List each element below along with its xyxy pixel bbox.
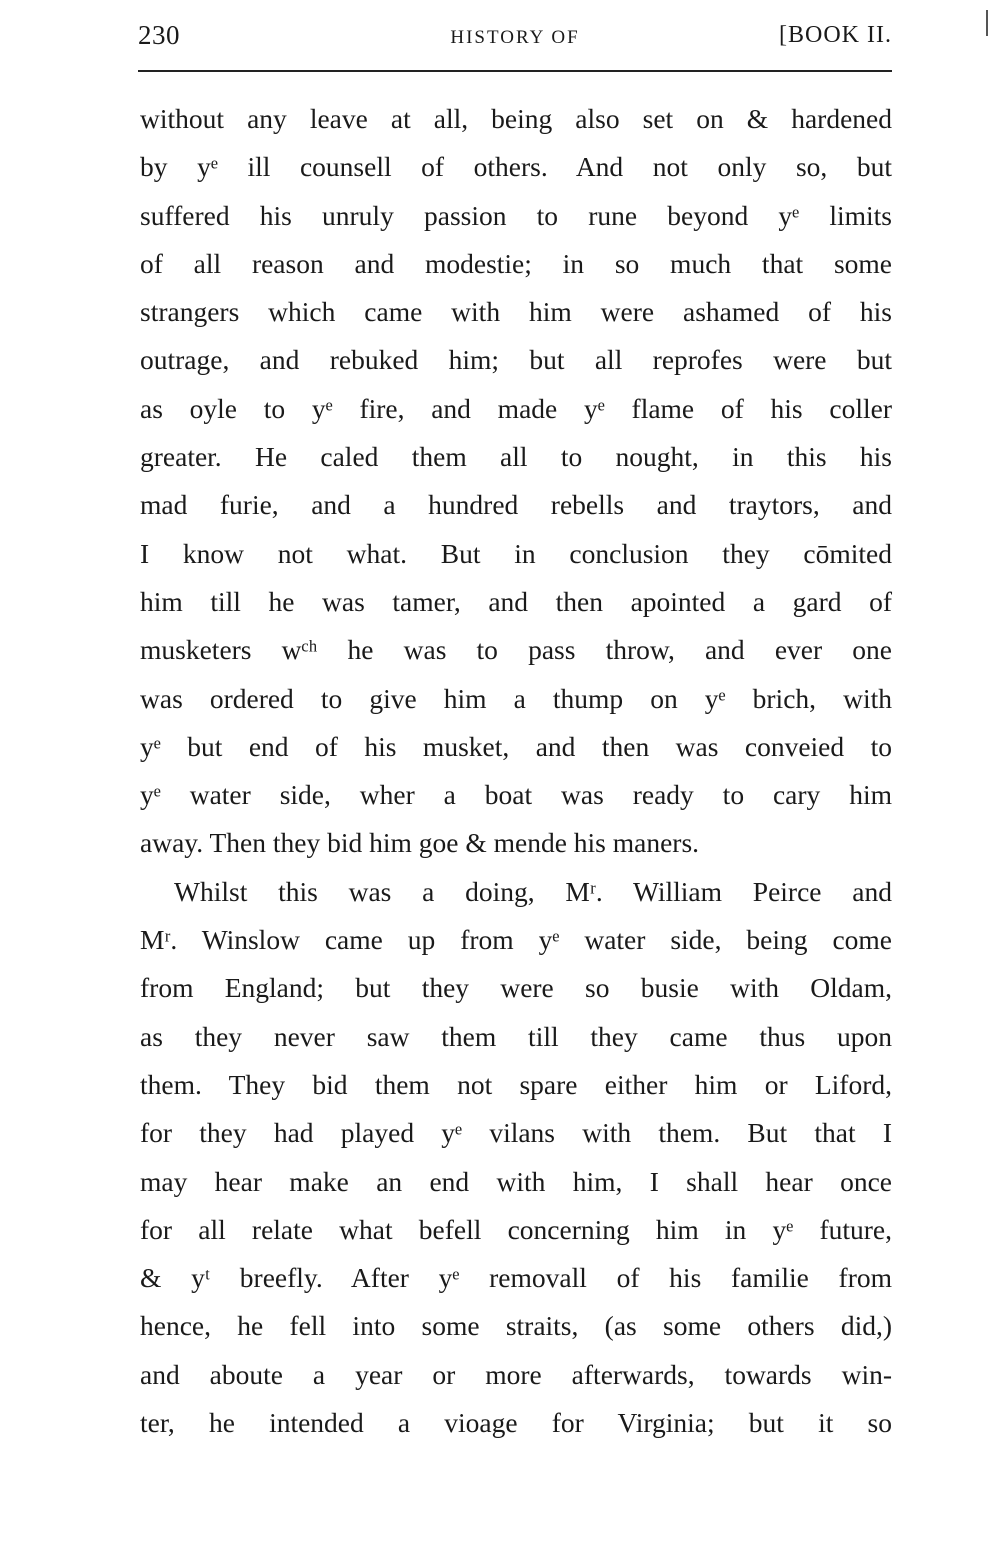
text-line: for they had played yᵉ vilans with them. But that I <box>140 1117 892 1149</box>
paragraph-end-line: away. Then they bid him goe & mende his maners. <box>140 827 700 859</box>
text-line: of all reason and modestie; in so much that some <box>140 247 892 279</box>
text-line: for all relate what befell concerning him in yᵉ future, <box>140 1213 892 1245</box>
text-line: ter, he intended a vioage for Virginia; but it so <box>140 1407 892 1439</box>
text-line: suffered his unruly passion to rune beyond yᵉ limits <box>140 199 892 231</box>
text-line: them. They bid them not spare either him or Liford, <box>140 1068 892 1100</box>
text-line: was ordered to give him a thump on yᵉ brich, with <box>140 682 892 714</box>
paragraph-start-line: Whilst this was a doing, Mʳ. William Peirce and <box>174 875 892 907</box>
running-title-text: HISTORY OF <box>450 27 580 48</box>
text-line: yᵉ water side, wher a boat was ready to cary him <box>140 779 892 811</box>
text-line: yᵉ but end of his musket, and then was conveied to <box>140 730 892 762</box>
page-number: 230 <box>138 20 180 50</box>
text-line: Mʳ. Winslow came up from yᵉ water side, being come <box>140 924 892 956</box>
body-text <box>140 95 892 1447</box>
text-line: him till he was tamer, and then apointed a gard of <box>140 585 892 617</box>
text-line: without any leave at all, being also set on & hardened <box>140 103 892 134</box>
header-rule <box>138 70 892 72</box>
text-line: as oyle to yᵉ fire, and made yᵉ flame of his coller <box>140 392 892 424</box>
page-edge-mark <box>986 10 988 36</box>
text-line: hence, he fell into some straits, (as some others did,) <box>140 1310 892 1342</box>
text-line: I know not what. But in conclusion they cōmited <box>140 537 892 569</box>
text-line: musketers wᶜʰ he was to pass throw, and ever one <box>140 634 892 666</box>
text-line: strangers which came with him were ashamed of his <box>140 296 892 328</box>
text-line: by yᵉ ill counsell of others. And not only so, but <box>140 151 892 183</box>
text-line: outrage, and rebuked him; but all reprofes were but <box>140 344 892 376</box>
running-head <box>138 20 892 56</box>
text-line: & yᵗ breefly. After yᵉ removall of his familie from <box>140 1262 892 1294</box>
text-line: from England; but they were so busie with Oldam, <box>140 972 892 1004</box>
text-line: as they never saw them till they came thus upon <box>140 1020 892 1052</box>
text-line: mad furie, and a hundred rebells and traytors, and <box>140 489 892 521</box>
text-line: and aboute a year or more afterwards, towards win- <box>140 1358 892 1390</box>
text-line: may hear make an end with him, I shall hear once <box>140 1165 892 1197</box>
text-line: greater. He caled them all to nought, in this his <box>140 441 892 473</box>
book-reference: [BOOK II. <box>779 22 892 48</box>
